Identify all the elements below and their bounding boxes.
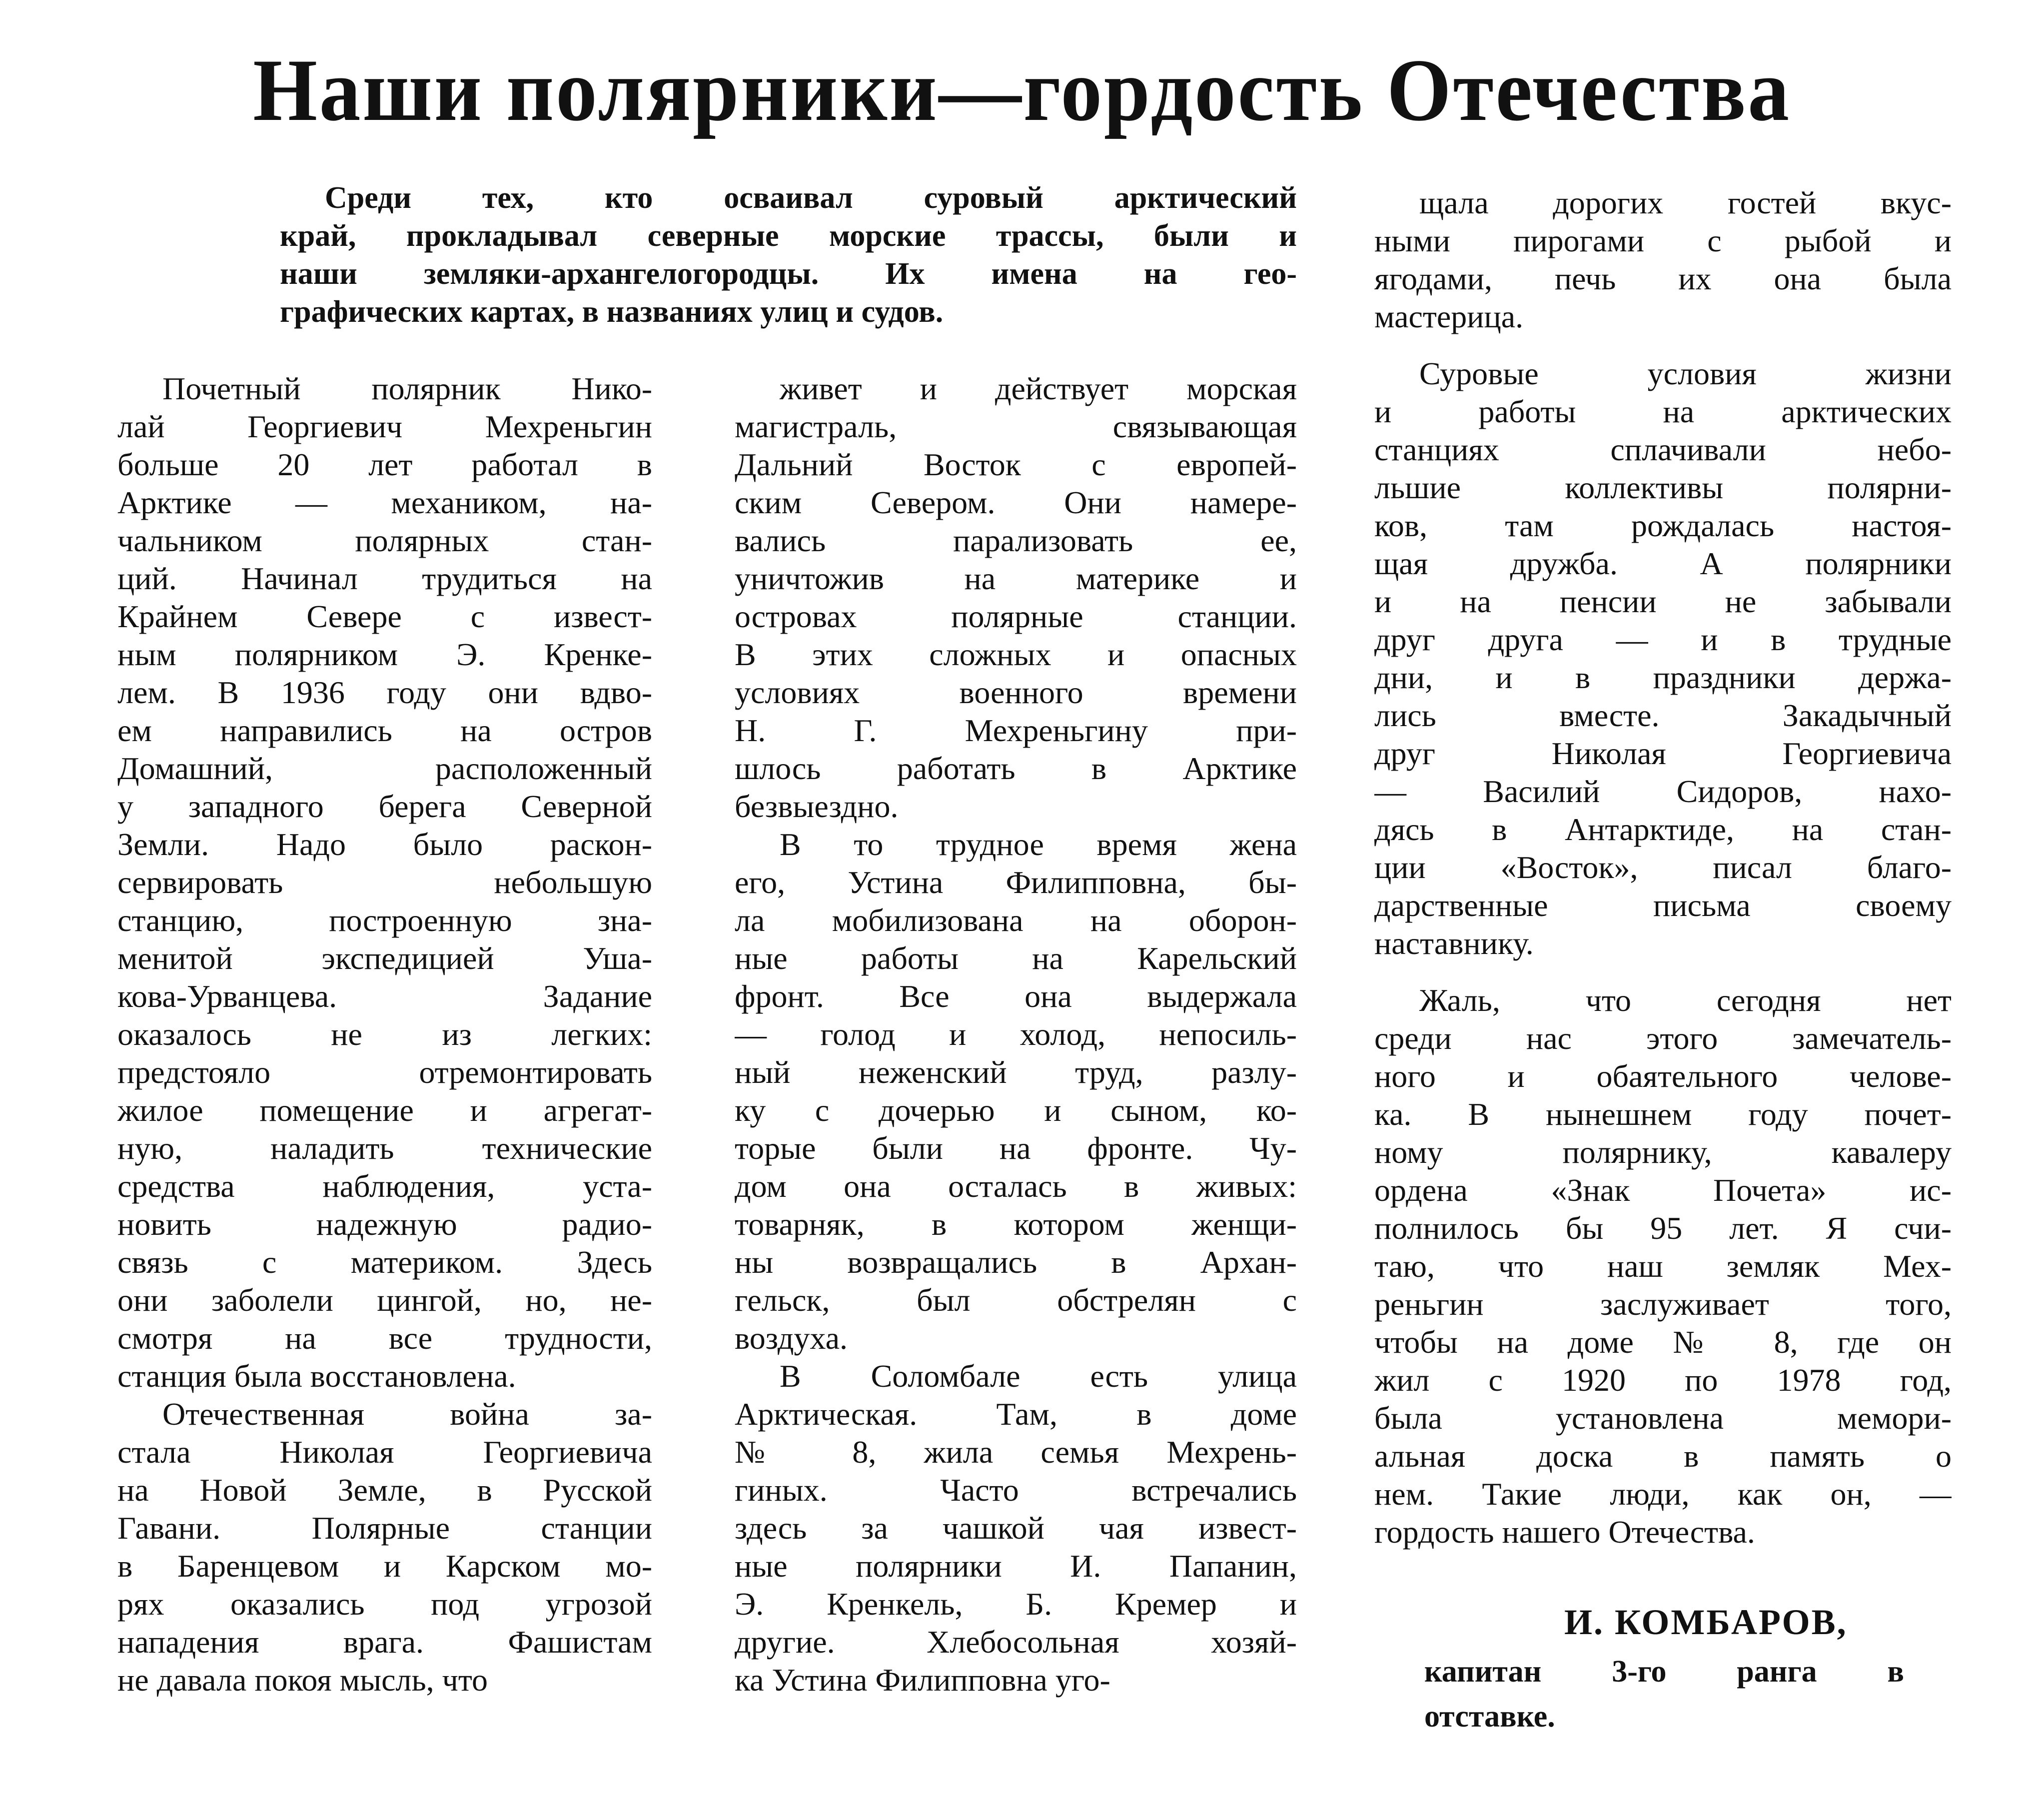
text-line: щая дружба. А полярники — [1374, 546, 1952, 581]
text-line: Н. Г. Мехреньгину при- — [735, 713, 1297, 748]
text-line: таю, что наш земляк Мех- — [1374, 1248, 1952, 1284]
text-line: предстояло отремонтировать — [117, 1054, 652, 1090]
column-3 — [1374, 184, 1952, 1551]
text-line: реньгин заслуживает того, — [1374, 1286, 1952, 1322]
text-line: ций. Начинал трудиться на — [117, 561, 652, 596]
text-line: магистраль, связывающая — [735, 409, 1297, 444]
text-line: ка Устина Филипповна уго- — [735, 1662, 1110, 1698]
column-2 — [735, 370, 1297, 1699]
text-line: его, Устина Филипповна, бы- — [735, 865, 1297, 900]
text-line: Арктическая. Там, в доме — [735, 1396, 1297, 1432]
text-line: ную, наладить технические — [117, 1130, 652, 1166]
text-line: оказалось не из легких: — [117, 1016, 652, 1052]
text-line: фронт. Все она выдержала — [735, 978, 1297, 1014]
text-line: здесь за чашкой чая извест- — [735, 1510, 1297, 1546]
text-line: новить надежную радио- — [117, 1206, 652, 1242]
lead-paragraph — [280, 179, 1297, 331]
text-line: льшие коллективы полярни- — [1374, 470, 1952, 505]
author-rank-line: капитан 3-го ранга в — [1424, 1655, 1904, 1689]
text-line: ягодами, печь их она была — [1374, 261, 1952, 296]
text-line: Отечественная война за- — [162, 1396, 652, 1432]
text-line: ла мобилизована на оборон- — [735, 903, 1297, 938]
text-line: Почетный полярник Нико- — [162, 371, 652, 406]
text-line: живет и действует морская — [780, 371, 1297, 406]
text-line: уничтожив на материке и — [735, 561, 1297, 596]
text-line: ны возвращались в Архан- — [735, 1244, 1297, 1280]
text-line: станцию, построенную зна- — [117, 903, 652, 938]
text-line: в Баренцевом и Карском мо- — [117, 1548, 652, 1584]
text-line: кова-Урванцева. Задание — [117, 978, 652, 1014]
paragraph-spacer — [1374, 962, 1952, 981]
text-line: связь с материком. Здесь — [117, 1244, 652, 1280]
text-line: не давала покоя мысль, что — [117, 1662, 488, 1698]
text-line: дом она осталась в живых: — [735, 1168, 1297, 1204]
text-line: Суровые условия жизни — [1419, 356, 1952, 391]
text-line: и на пенсии не забывали — [1374, 584, 1952, 619]
text-line: они заболели цингой, но, не- — [117, 1282, 652, 1318]
text-line: полнилось бы 95 лет. Я счи- — [1374, 1210, 1952, 1246]
text-line: дясь в Антарктиде, на стан- — [1374, 812, 1952, 847]
text-line: рях оказались под угрозой — [117, 1586, 652, 1622]
text-line: гордость нашего Отечества. — [1374, 1514, 1755, 1550]
text-line: наставнику. — [1374, 925, 1534, 961]
text-line: островах полярные станции. — [735, 599, 1297, 634]
text-line: — Василий Сидоров, нахо- — [1374, 774, 1952, 809]
text-line: торые были на фронте. Чу- — [735, 1130, 1297, 1166]
text-line: жил с 1920 по 1978 год, — [1374, 1362, 1952, 1398]
author-rank-line: отставке. — [1424, 1700, 1555, 1734]
text-line: ными пирогами с рыбой и — [1374, 223, 1952, 258]
text-line: Земли. Надо было раскон- — [117, 827, 652, 862]
text-line: ка. В нынешнем году почет- — [1374, 1096, 1952, 1132]
text-line: друг Николая Георгиевича — [1374, 736, 1952, 771]
text-line: условиях военного времени — [735, 675, 1297, 710]
text-line: ку с дочерью и сыном, ко- — [735, 1092, 1297, 1128]
text-line: жилое помещение и агрегат- — [117, 1092, 652, 1128]
text-line: щала дорогих гостей вкус- — [1419, 185, 1952, 220]
text-line: мастерица. — [1374, 299, 1524, 334]
text-line: Дальний Восток с европей- — [735, 447, 1297, 482]
text-line: станция была восстановлена. — [117, 1358, 516, 1394]
text-line: Э. Кренкель, Б. Кремер и — [735, 1586, 1297, 1622]
text-line: ем направились на остров — [117, 713, 652, 748]
text-line: лем. В 1936 году они вдво- — [117, 675, 652, 710]
headline: Наши полярники—гордость Отечества — [253, 40, 1791, 139]
text-line: стала Николая Георгиевича — [117, 1434, 652, 1470]
text-line: Домашний, расположенный — [117, 751, 652, 786]
text-line: нем. Такие люди, как он, — — [1374, 1476, 1952, 1512]
author-rank — [1424, 1649, 1904, 1739]
text-line: друг друга — и в трудные — [1374, 622, 1952, 657]
text-line: Арктике — механиком, на- — [117, 485, 652, 520]
text-line: № 8, жила семья Мехрень- — [735, 1434, 1297, 1470]
text-line: Среди тех, кто осваивал суровый арктический — [325, 181, 1297, 215]
text-line: другие. Хлебосольная хозяй- — [735, 1624, 1297, 1660]
text-line: ные работы на Карельский — [735, 940, 1297, 976]
text-line: наши земляки-архангелогородцы. Их имена на гео- — [280, 257, 1297, 291]
text-line: Жаль, что сегодня нет — [1419, 982, 1952, 1018]
text-line: альная доска в память о — [1374, 1438, 1952, 1474]
paragraph-spacer — [1374, 336, 1952, 355]
text-line: графических картах, в названиях улиц и судов. — [280, 295, 944, 329]
text-line: сервировать небольшую — [117, 865, 652, 900]
text-line: ским Севером. Они намере- — [735, 485, 1297, 520]
text-line: и работы на арктических — [1374, 394, 1952, 429]
text-line: чтобы на доме № 8, где он — [1374, 1324, 1952, 1360]
text-line: чальником полярных стан- — [117, 523, 652, 558]
text-line: ным полярником Э. Кренке- — [117, 637, 652, 672]
text-line: у западного берега Северной — [117, 789, 652, 824]
text-line: гиных. Часто встречались — [735, 1472, 1297, 1508]
text-line: — голод и холод, непосиль- — [735, 1016, 1297, 1052]
author-name: И. КОМБАРОВ, — [1564, 1602, 1848, 1642]
text-line: ному полярнику, кавалеру — [1374, 1134, 1952, 1170]
text-line: товарняк, в котором женщи- — [735, 1206, 1297, 1242]
text-line: среди нас этого замечатель- — [1374, 1020, 1952, 1056]
text-line: край, прокладывал северные морские трассы, были и — [280, 219, 1297, 253]
text-line: Гавани. Полярные станции — [117, 1510, 652, 1546]
text-line: В то трудное время жена — [780, 827, 1297, 862]
text-line: смотря на все трудности, — [117, 1320, 652, 1356]
text-line: В Соломбале есть улица — [780, 1358, 1297, 1394]
text-line: дни, и в праздники держа- — [1374, 660, 1952, 695]
text-line: безвыездно. — [735, 789, 899, 824]
text-line: вались парализовать ее, — [735, 523, 1297, 558]
text-line: больше 20 лет работал в — [117, 447, 652, 482]
text-line: ордена «Знак Почета» ис- — [1374, 1172, 1952, 1208]
text-line: дарственные письма своему — [1374, 888, 1952, 923]
text-line: менитой экспедицией Уша- — [117, 940, 652, 976]
text-line: ные полярники И. Папанин, — [735, 1548, 1297, 1584]
column-1 — [117, 370, 652, 1699]
text-line: ный неженский труд, разлу- — [735, 1054, 1297, 1090]
text-line: лай Георгиевич Мехреньгин — [117, 409, 652, 444]
text-line: станциях сплачивали небо- — [1374, 432, 1952, 467]
text-line: средства наблюдения, уста- — [117, 1168, 652, 1204]
text-line: гельск, был обстрелян с — [735, 1282, 1297, 1318]
text-line: воздуха. — [735, 1320, 848, 1356]
text-line: шлось работать в Арктике — [735, 751, 1297, 786]
text-line: на Новой Земле, в Русской — [117, 1472, 652, 1508]
text-line: Крайнем Севере с извест- — [117, 599, 652, 634]
text-line: была установлена мемори- — [1374, 1400, 1952, 1436]
text-line: ков, там рождалась настоя- — [1374, 508, 1952, 543]
text-line: лись вместе. Закадычный — [1374, 698, 1952, 733]
text-line: ного и обаятельного челове- — [1374, 1058, 1952, 1094]
text-line: нападения врага. Фашистам — [117, 1624, 652, 1660]
text-line: ции «Восток», писал благо- — [1374, 850, 1952, 885]
text-line: В этих сложных и опасных — [735, 637, 1297, 672]
